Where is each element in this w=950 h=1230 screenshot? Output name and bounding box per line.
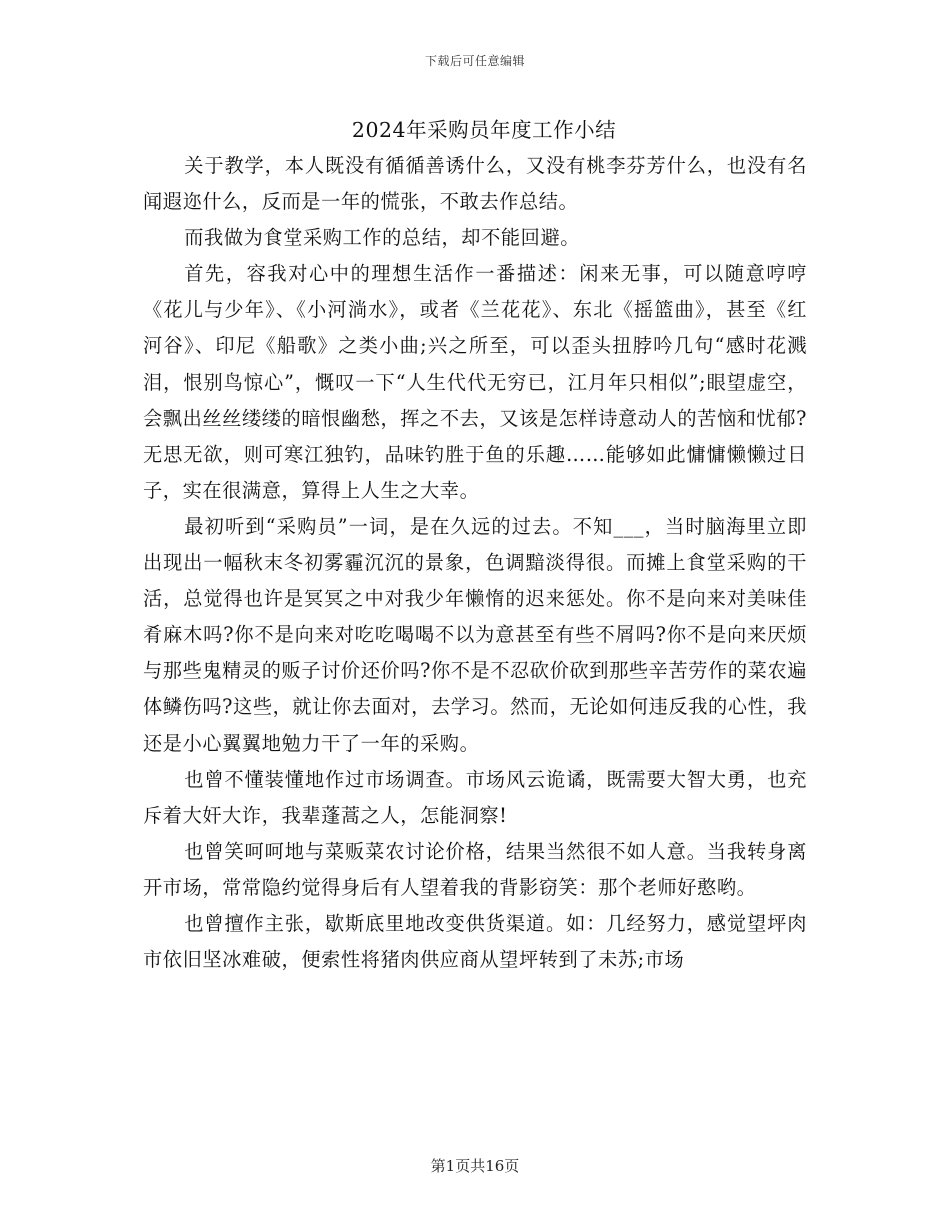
paragraph: 最初听到“采购员”一词，是在久远的过去。不知___，当时脑海里立即出现出一幅秋末冬初雾霾沉沉的景象，色调黯淡得很。而摊上食堂采购的干活，总觉得也许是冥冥之中对我少年懒惰的迟来惩处。你不是向来对美味佳肴麻木吗?你不是向来对吃吃喝喝不以为意甚至有些不屑吗?你不是向来厌烦与那些鬼精灵的贩子讨价还价吗?你不是不忍砍价砍到那些辛苦劳作的菜农遍体鳞伤吗?这些，就让你去面对，去学习。然而，无论如何违反我的心性，我还是小心翼翼地勉力干了一年的采购。 bbox=[143, 514, 807, 755]
paragraph: 关于教学，本人既没有循循善诱什么，又没有桃李芬芳什么，也没有名闻遐迩什么，反而是一年的慌张，不敢去作总结。 bbox=[143, 154, 807, 214]
paragraph: 也曾不懂装懂地作过市场调查。市场风云诡谲，既需要大智大勇，也充斥着大奸大诈，我辈蓬蒿之人，怎能洞察! bbox=[143, 767, 807, 827]
document-title: 2024年采购员年度工作小结 bbox=[351, 118, 617, 142]
paragraph: 也曾擅作主张，歇斯底里地改变供货渠道。如：几经努力，感觉望坪肉市依旧坚冰难破，便索性将猪肉供应商从望坪转到了未苏;市场 bbox=[143, 911, 807, 972]
paragraph: 首先，容我对心中的理想生活作一番描述：闲来无事，可以随意哼哼《花儿与少年》、《小河淌水》，或者《兰花花》、东北《摇篮曲》，甚至《红河谷》、印尼《船歌》之类小曲;兴之所至，可以歪头扭脖吟几句“感时花溅泪，恨别鸟惊心”，慨叹一下“人生代代无穷已，江月年只相似”;眼望虚空，会飘出丝丝缕缕的暗恨幽愁，挥之不去，又该是怎样诗意动人的苦恼和忧郁?无思无欲，则可寒江独钓，品味钓胜于鱼的乐趣……能够如此慵慵懒懒过日子，实在很满意，算得上人生之大幸。 bbox=[143, 262, 807, 502]
download-edit-note: 下载后可任意编辑 bbox=[424, 54, 525, 68]
page-number: 第1页共16页 bbox=[430, 1157, 520, 1175]
document-body bbox=[143, 112, 807, 978]
paragraph: 而我做为食堂采购工作的总结，却不能回避。 bbox=[184, 226, 581, 250]
paragraph: 也曾笑呵呵地与菜贩菜农讨论价格，结果当然很不如人意。当我转身离开市场，常常隐约觉得身后有人望着我的背影窃笑：那个老师好憨哟。 bbox=[143, 839, 807, 899]
